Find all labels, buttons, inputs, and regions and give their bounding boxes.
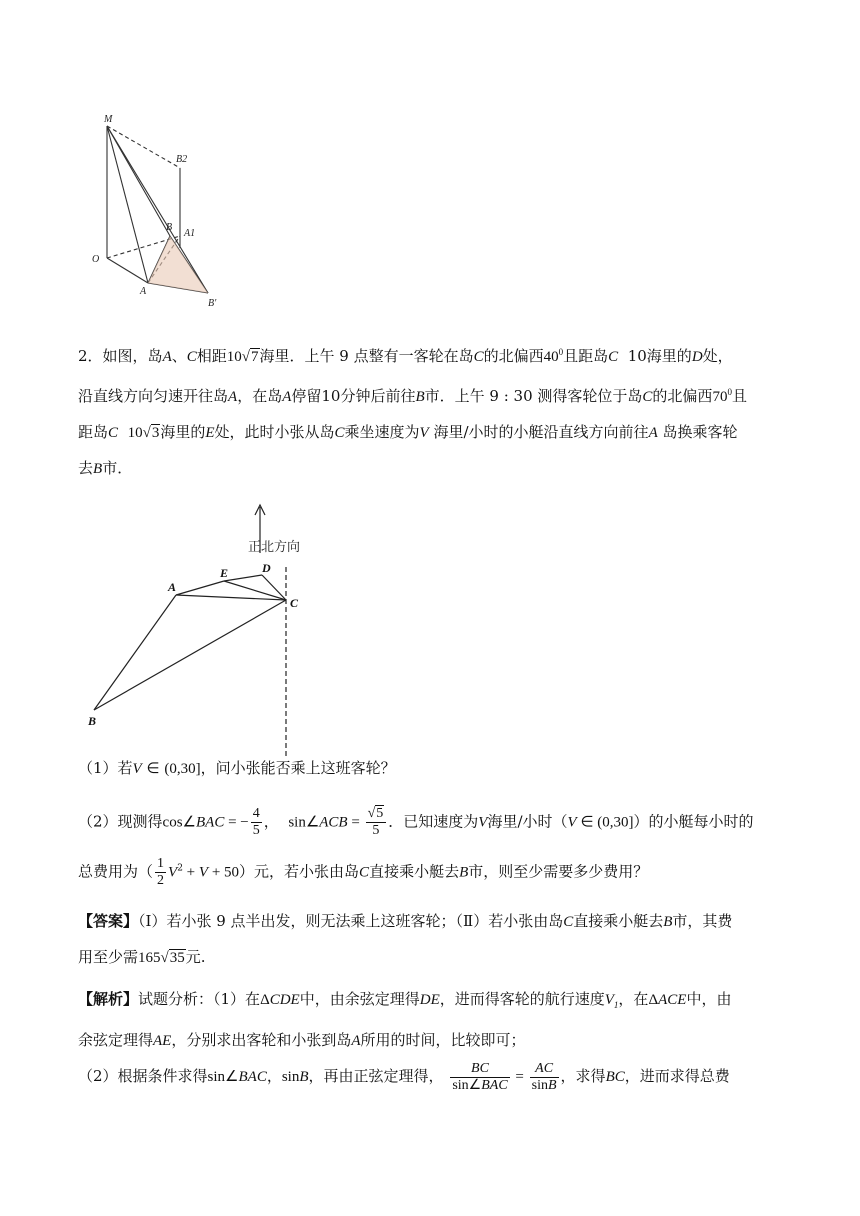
- analysis-line-2: 余弦定理得AE，分别求出客轮和小张到岛A所用的时间，比较即可；: [78, 1031, 526, 1049]
- fig1-label-m: M: [104, 114, 113, 125]
- north-direction-label: 正北方向: [248, 540, 301, 555]
- analysis-line-1: 【解析】试题分析：（1）在ΔCDE中，由余弦定理得DE，进而得客轮的航行速度$V_1$，在ΔACE中，由: [78, 990, 732, 1010]
- answer-section: [78, 904, 790, 976]
- fig2-point-d: D: [262, 561, 271, 575]
- answer-line-2: 用至少需165√35元.: [78, 948, 206, 966]
- question-2: （2）现测得cos∠BAC = − $\frac{4}{5}$ ， sin∠ACB = $\frac{√5}{5}$ ．已知速度为V海里/小时（V ∈ (0,30]）的小艇每小时的 总费用为（ $\frac{1}{2}$ $V^2 + V + 50$）元，若小张由岛C直接乘小艇去B市，则至少需要多少费用？: [78, 806, 754, 888]
- problem-line-4: 去B市．: [78, 459, 133, 477]
- fig1-label-a1: A1: [184, 228, 196, 239]
- fig2-point-b: B: [88, 714, 97, 728]
- analysis-section: [78, 982, 790, 1103]
- fig1-label-bprime: B': [208, 298, 217, 309]
- fig2-point-e: E: [220, 566, 229, 580]
- fig1-label-o: O: [92, 254, 100, 265]
- fig1-label-b: B: [166, 222, 173, 233]
- problem-line-1: 2．如图，岛A、C相距10√7海里．上午 9 点整有一客轮在岛C的北偏西$40^0$且距岛C 10海里的D处，: [78, 347, 733, 365]
- fig2-point-a: A: [168, 580, 177, 594]
- geometry-figure-1: [70, 108, 230, 318]
- fig2-point-c: C: [290, 596, 299, 610]
- problem-statement: [78, 335, 790, 487]
- problem-line-2: 沿直线方向匀速开往岛A，在岛A停留10分钟后前往B市．上午 9 : 30 测得客轮位于岛C的北偏西$70^0$且: [78, 387, 747, 405]
- answer-line-1: 【答案】（Ⅰ）若小张 9 点半出发，则无法乘上这班客轮；（Ⅱ）若小张由岛C直接乘小艇去B市，其费: [78, 912, 733, 930]
- fig1-label-b2: B2: [176, 154, 188, 165]
- fig1-label-a: A: [140, 286, 147, 297]
- problem-line-3: 距岛C 10√3海里的E处，此时小张从岛C乘坐速度为V 海里/小时的小艇沿直线方向前往A 岛换乘客轮: [78, 423, 738, 441]
- navigation-diagram: [72, 495, 332, 760]
- analysis-line-3: （2）根据条件求得sin∠BAC，sinB，再由正弦定理得， $\frac{BC}{\text{sin∠BAC}}$ = $\frac{AC}{\sin B}$ ，求得BC，进而求得总费: [78, 1060, 730, 1093]
- question-1: （1）若V ∈ (0,30]，问小张能否乘上这班客轮？: [78, 759, 396, 777]
